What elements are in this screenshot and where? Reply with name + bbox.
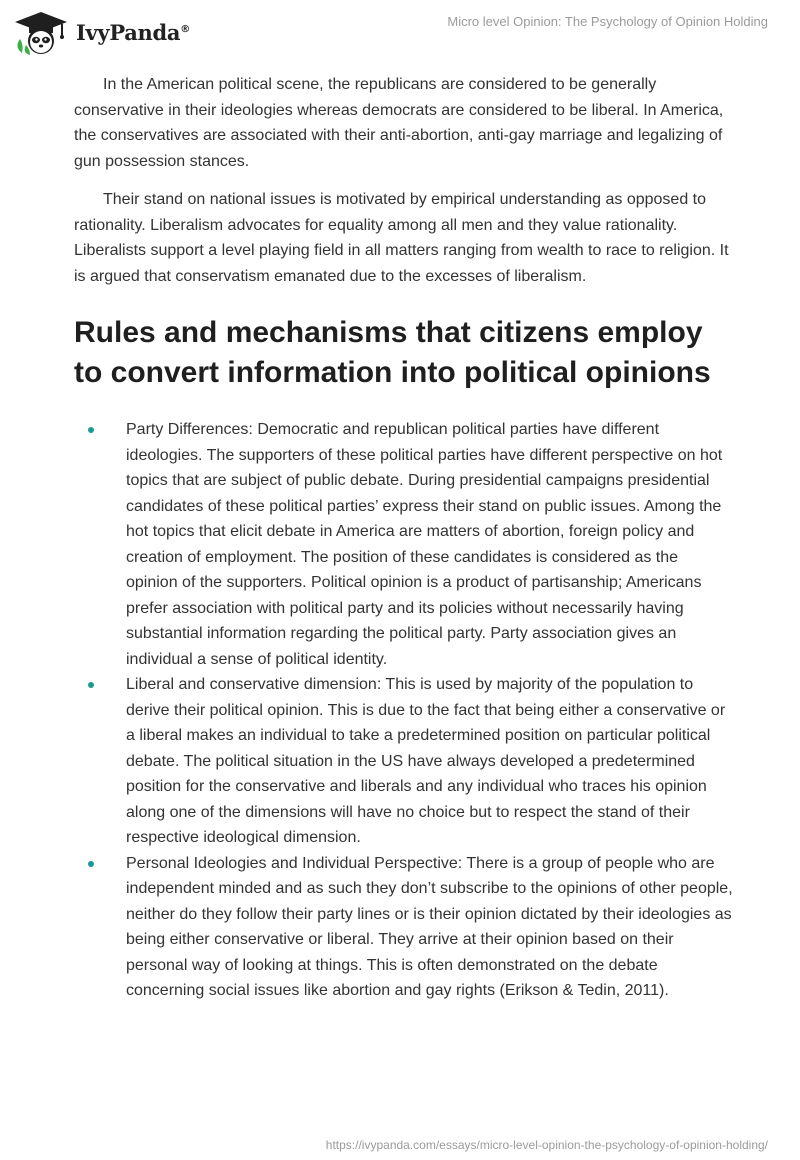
footer-url[interactable]: https://ivypanda.com/essays/micro-level-opinion-the-psychology-of-opinion-holding/ bbox=[325, 1138, 768, 1152]
paragraph: In the American political scene, the republicans are considered to be generally conservative in their ideologies whereas democrats are considered to be liberal. In America, the conservatives are associated with their anti-abortion, anti-gay marriage and legalizing of gun possession stances. bbox=[74, 76, 724, 170]
list-item-text: Personal Ideologies and Individual Perspective: There is a group of people who are independent minded and as such they don’t subscribe to the opinions of other people, neither do they follow their party lines or is their opinion dictated by their ideologies as being either conservative or liberal. They arrive at their opinion based on their personal way of looking at things. This is often demonstrated on the debate concerning social issues like abortion and gay rights (Erikson & Tedin, 2011). bbox=[126, 854, 733, 999]
bullet-dot-icon bbox=[88, 861, 94, 867]
bullet-dot-icon bbox=[88, 682, 94, 688]
list-item bbox=[126, 851, 734, 1004]
logo-text: IvyPanda bbox=[76, 19, 181, 45]
section-heading: Rules and mechanisms that citizens employ to convert information into political opinions bbox=[74, 316, 711, 389]
bullet-list bbox=[74, 417, 734, 1004]
paragraph: Their stand on national issues is motivated by empirical understanding as opposed to rationality. Liberalism advocates for equality among all men and they value rationality. Liberalists support a level playing field in all matters ranging from wealth to race to religion. It is argued that conservatism emanated due to the excesses of liberalism. bbox=[74, 191, 729, 285]
bullet-dot-icon bbox=[88, 427, 94, 433]
registered-mark: ® bbox=[180, 23, 190, 35]
list-item bbox=[126, 672, 734, 851]
list-item-text: Liberal and conservative dimension: This is used by majority of the population to derive their political opinion. This is due to the fact that being either a conservative or a liberal makes an individual to take a predetermined position on particular political debate. The political situation in the US have always developed a predetermined position for the conservative and liberals and any individual who traces his opinion along one of the dimensions will have no choice but to respect the stand of their respective ideological dimension. bbox=[126, 676, 726, 846]
ivypanda-logo[interactable] bbox=[12, 8, 190, 56]
panda-graduate-icon bbox=[12, 9, 70, 55]
document-title: Micro level Opinion: The Psychology of Opinion Holding bbox=[447, 14, 768, 29]
list-item bbox=[126, 417, 734, 672]
logo-wordmark bbox=[76, 20, 190, 45]
list-item-text: Party Differences: Democratic and republican political parties have different ideologies. The supporters of these political parties have different perspective on hot topics that are subject of public debate. During presidential campaigns presidential candidates of these political parties’ express their stand on public issues. Among the hot topics that elicit debate in America are matters of abortion, foreign policy and creation of employment. The position of these candidates is considered as the opinion of the supporters. Political opinion is a product of partisanship; Americans prefer association with political party and its policies without necessarily having substantial information regarding the political party. Party association gives an individual a sense of political identity. bbox=[126, 421, 723, 668]
essay-content bbox=[74, 72, 734, 1004]
